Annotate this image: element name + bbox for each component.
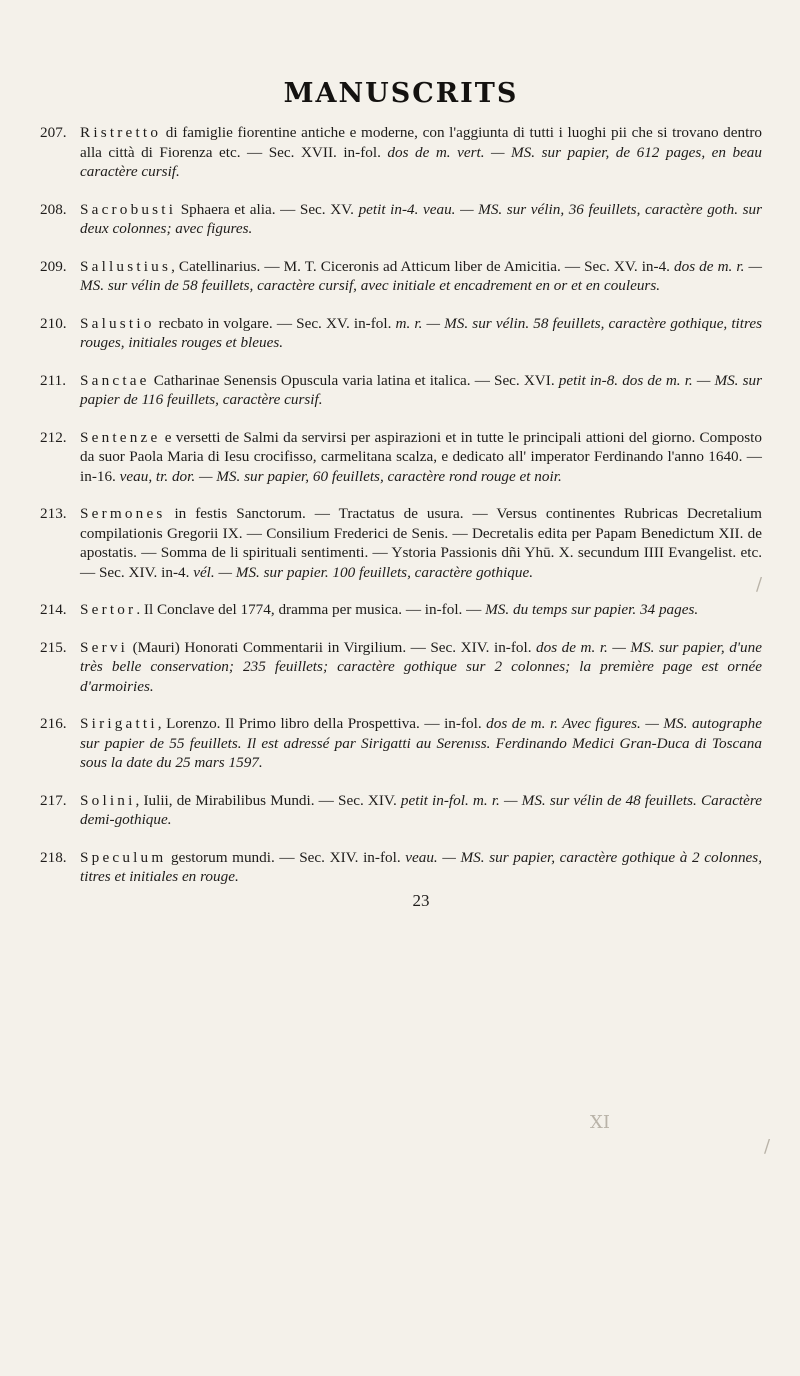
entry-description: dos de m. r. Avec figures. — MS. autographe sur papier de 55 feuillets. Il est adressé par Sirigatti au Serenıss. Ferdinando Medici Gran-Duca di Toscana sous la date du 25 mars 1597. [80, 715, 762, 771]
entry-title: Sirigatti [80, 715, 158, 732]
catalog-entry [40, 638, 762, 697]
entry-main-text: Catharinae Senensis Opuscula varia latina et italica. — Sec. XVI. [149, 371, 555, 389]
entry-description: m. r. — MS. sur vélin. 58 feuillets, caractère gothique, titres rouges, initiales rouges et bleues. [80, 314, 762, 351]
entry-number: 210. [40, 314, 67, 332]
entry-number: 213. [40, 505, 67, 522]
entry-description: veau. — MS. sur papier, caractère gothique à 2 colonnes, titres et initiales en rouge. [80, 848, 762, 885]
catalog-entry [40, 714, 762, 773]
entry-main-text: di famiglie fiorentine antiche e moderne, con l'aggiunta di tutti i luoghi pii che si trovano dentro alla città di Fiorenza etc. — Sec. XVII. in-fol. [80, 124, 762, 161]
entry-title: Speculum [80, 848, 167, 866]
catalog-entry [40, 504, 762, 582]
page-heading: MANUSCRITS [283, 78, 519, 109]
catalog-entry [40, 123, 762, 182]
entry-number: 209. [40, 257, 67, 275]
entry-main-text: . Il Conclave del 1774, dramma per musica. — in-fol. — [136, 601, 482, 618]
entry-main-text: (Mauri) Honorati Commentarii in Virgilium. — Sec. XIV. in-fol. [128, 638, 532, 656]
entry-description: vél. — MS. sur papier. 100 feuillets, caractère gothique. [189, 563, 534, 581]
entry-main-text: e versetti de Salmi da servirsi per aspirazioni et in tutte le principali attioni del giorno. Composto da suor Paola Maria di Iesu crocifisso, carmelitana scalza, e dedicato all' imperator Ferdinando l'anno 1640. — in-16. [80, 428, 762, 485]
entry-number: 218. [40, 848, 67, 866]
entry-title: Sermones [80, 505, 166, 522]
entry-title: Servi [80, 638, 129, 656]
entry-title: Sertor [80, 601, 137, 618]
catalog-entry [40, 257, 762, 296]
entry-main-text: recbato in volgare. — Sec. XV. in-fol. [154, 314, 392, 332]
entry-main-text: Sphaera et alia. — Sec. XV. [176, 200, 354, 218]
entry-number: 208. [40, 200, 67, 218]
entry-number: 215. [40, 638, 67, 656]
entry-title: Salustio [80, 314, 155, 332]
margin-pencil-mark: / [756, 574, 763, 595]
entry-main-text: gestorum mundi. — Sec. XIV. in-fol. [166, 848, 401, 866]
catalog-entry [40, 791, 762, 830]
entry-main-text: , Lorenzo. Il Primo libro della Prospettiva. — in-fol. [157, 715, 482, 732]
entry-number: 212. [40, 428, 67, 446]
entry-title: Ristretto [80, 124, 162, 141]
entry-description: veau, tr. dor. — MS. sur papier, 60 feuillets, caractère rond rouge et noir. [115, 467, 562, 485]
entry-main-text: , Iulii, de Mirabilibus Mundi. — Sec. XIV. [135, 791, 397, 809]
entry-number: 217. [40, 791, 67, 809]
catalog-entry [40, 600, 762, 620]
entry-description: dos de m. r. — MS. sur papier, d'une très belle conservation; 235 feuillets; caractère gothique sur 2 colonnes; la première page est ornée d'armoiries. [80, 638, 762, 695]
page-number: 23 [412, 890, 430, 910]
entry-description: petit in-fol. m. r. — MS. sur vélin de 48 feuillets. Caractère demi-gothique. [80, 791, 762, 828]
entry-title: Sentenze [80, 428, 161, 446]
entry-number: 214. [40, 601, 67, 618]
margin-pencil-mark: / [764, 1136, 771, 1157]
entry-number: 216. [40, 715, 67, 732]
catalog-entry [40, 200, 762, 239]
entry-description: petit in-4. veau. — MS. sur vélin, 36 feuillets, caractère goth. sur deux colonnes; avec figures. [80, 200, 762, 237]
entry-number: 211. [40, 371, 67, 389]
entry-main-text: in festis Sanctorum. — Tractatus de usura. — Versus continentes Rubricas Decretalium compilationis Gregorii IX. — Consilium Frederici de Senis. — Decretalis edita per Papam Benedictum XII. de apostatis. — Somma de li spirituali sentimenti. — Ystoria Passionis dñi Yhū. X. secundum IIII Evangelist. etc. — Sec. XIV. in-4. [80, 505, 762, 581]
margin-pencil-mark: XI [590, 1112, 610, 1133]
catalog-entry [40, 314, 762, 353]
entry-title: Sacrobusti [80, 200, 177, 218]
catalog-entry [40, 848, 762, 887]
entry-title: Sallustius [80, 257, 172, 275]
catalog-entry [40, 428, 762, 487]
entry-title: Sanctae [80, 371, 150, 389]
entry-description: MS. du temps sur papier. 34 pages. [481, 601, 699, 618]
entry-description: dos de m. r. — MS. sur vélin de 58 feuillets, caractère cursif, avec initiale et encadrement en or et en couleurs. [80, 257, 762, 294]
entry-number: 207. [40, 124, 67, 141]
entry-description: dos de m. vert. — MS. sur papier, de 612 pages, en beau caractère cursif. [80, 143, 762, 180]
entry-main-text: , Catellinarius. — M. T. Ciceronis ad Atticum liber de Amicitia. — Sec. XV. in-4. [171, 257, 670, 275]
entry-list [40, 123, 762, 887]
catalog-entry [40, 371, 762, 410]
entry-title: Solini [80, 791, 136, 809]
entry-description: petit in-8. dos de m. r. — MS. sur papier de 116 feuillets, caractère cursif. [80, 371, 763, 408]
